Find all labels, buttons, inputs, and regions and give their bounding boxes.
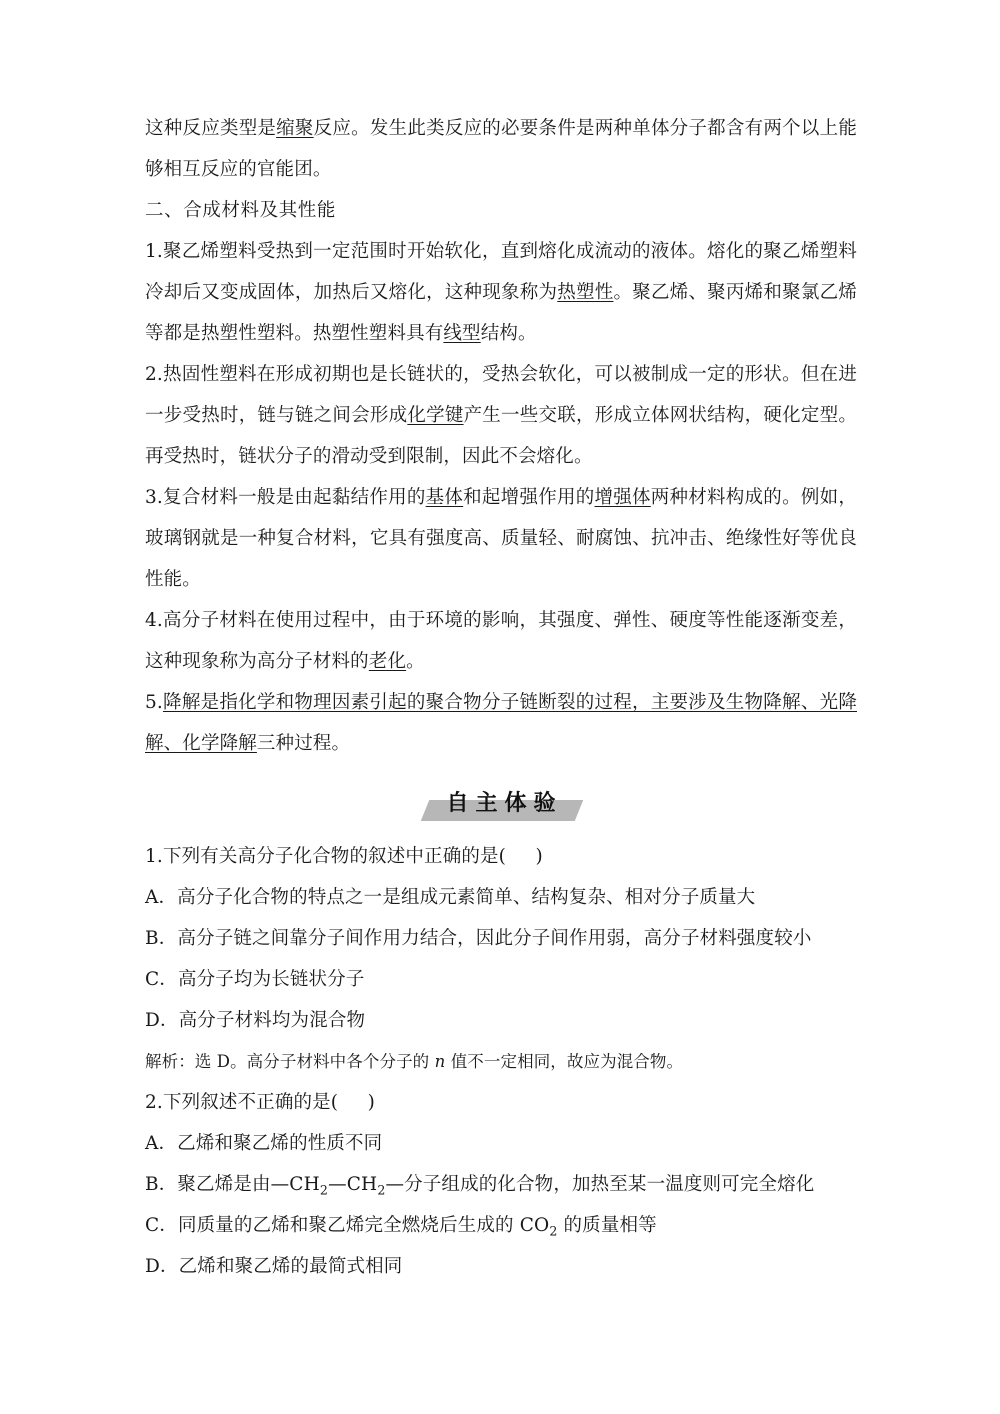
paragraph-text-run: 3.复合材料一般是由起黏结作用的 — [145, 487, 426, 508]
paragraph-text-run: 。 — [406, 651, 425, 672]
choice-label: A． — [145, 887, 178, 908]
choice-text: 高分子化合物的特点之一是组成元素简单、结构复杂、相对分子质量大 — [177, 887, 756, 908]
paragraph-text-run: 和起增强作用的 — [463, 487, 595, 508]
section-heading-synthetic-materials: 二、合成材料及其性能 — [145, 200, 337, 221]
paragraph-condensation — [145, 108, 857, 190]
answer-blank[interactable] — [338, 1082, 367, 1123]
choice-text: 聚乙烯是由$—CH_2—CH_2—$分子组成的化合物，加热至某一温度则可完全熔化 — [177, 1174, 815, 1198]
paragraph-text-run: 4.高分子材料在使用过程中，由于环境的影响，其强度、弹性、硬度等性能逐渐变差，这种现象称为高分子材料的 — [145, 610, 857, 672]
question-stem-text: 2.下列叙述不正确的是( — [145, 1092, 339, 1113]
banner-label: 自主体验 — [446, 791, 563, 816]
page-content — [145, 108, 857, 1287]
paragraph-text-run: 结构。 — [480, 323, 537, 344]
paragraph-text-run: 三种过程。 — [256, 733, 351, 754]
paragraph-text-run: 两种材料构成的。例如，玻璃钢就是一种复合材料，它具有强度高、质量轻、耐腐蚀、抗冲击、绝缘性好等优良性能。 — [145, 487, 857, 590]
choice-option[interactable] — [145, 1164, 857, 1205]
choice-label: A． — [145, 1133, 178, 1154]
choice-option[interactable] — [145, 1123, 857, 1164]
explanation-prefix: 解析：选 D。高分子材料中各个分子的 — [145, 1052, 435, 1071]
answer-blank[interactable] — [506, 836, 535, 877]
underlined-key-term: 老化 — [368, 651, 407, 672]
underlined-key-term: 线型 — [443, 323, 481, 344]
choice-text: 高分子链之间靠分子间作用力结合，因此分子间作用弱，高分子材料强度较小 — [177, 928, 812, 949]
paragraph-degradation — [145, 682, 857, 764]
choice-text: 乙烯和聚乙烯的性质不同 — [177, 1133, 383, 1154]
choice-label: D． — [145, 1256, 179, 1277]
choice-label: B． — [145, 928, 178, 949]
underlined-key-term: 热塑性 — [557, 282, 614, 303]
question-stem-text: 1.下列有关高分子化合物的叙述中正确的是( — [145, 846, 507, 867]
choice-option[interactable] — [145, 918, 857, 959]
underlined-key-term: 降解是指化学和物理因素引起的聚合物分子链断裂的过程，主要涉及生物降解、光降解、化学降解 — [145, 692, 857, 754]
paragraph-text-run: 1.聚乙烯塑料受热到一定范围时开始软化，直到熔化成流动的液体。熔化的聚乙烯塑料冷却后又变成固体，加热后又熔化，这种现象称为 — [145, 241, 857, 303]
explanation-suffix: 值不一定相同，故应为混合物。 — [445, 1052, 684, 1071]
underlined-key-term: 缩聚 — [276, 118, 314, 139]
paragraph-text-run: 反应。发生此类反应的必要条件是两种单体分子都含有两个以上能够相互反应的官能团。 — [145, 118, 857, 180]
underlined-key-term: 基体 — [425, 487, 464, 508]
choice-label: D． — [145, 1010, 179, 1031]
paragraph-text-run: 这种反应类型是 — [145, 118, 277, 139]
paragraph-composite — [145, 477, 857, 600]
choice-text: 高分子均为长链状分子 — [177, 969, 365, 990]
paragraph-text-run: 5. — [145, 692, 163, 713]
choice-option[interactable] — [145, 959, 857, 1000]
choice-option[interactable] — [145, 877, 857, 918]
paragraph-text-run: 2.热固性塑料在形成初期也是长链状的，受热会软化，可以被制成一定的形状。但在进一步受热时，链与链之间会形成 — [145, 364, 857, 426]
exercise-list — [145, 836, 857, 1287]
question-stem — [145, 836, 857, 877]
choice-text: 高分子材料均为混合物 — [178, 1010, 366, 1031]
choice-option[interactable] — [145, 1205, 857, 1246]
question-stem-close-paren: ) — [367, 1092, 375, 1113]
choice-label: B． — [145, 1174, 178, 1195]
section-banner — [145, 778, 857, 830]
underlined-key-term: 增强体 — [594, 487, 651, 508]
paragraph-thermoplastic — [145, 231, 857, 354]
explanation-variable: n — [434, 1052, 446, 1071]
paragraph-text-run: 。聚乙烯、聚丙烯和聚氯乙烯等都是热塑性塑料。热塑性塑料具有 — [145, 282, 858, 344]
choice-label: C． — [145, 969, 178, 990]
paragraph-thermoset — [145, 354, 857, 477]
choice-text: 同质量的乙烯和聚乙烯完全燃烧后生成的 $CO_2$ 的质量相等 — [177, 1215, 657, 1239]
underlined-key-term: 化学键 — [407, 405, 464, 426]
question-stem-close-paren: ) — [535, 846, 543, 867]
explanation-text — [145, 1041, 857, 1082]
choice-option[interactable] — [145, 1246, 857, 1287]
choice-label: C． — [145, 1215, 178, 1236]
paragraph-text-run: 产生一些交联，形成立体网状结构，硬化定型。再受热时，链状分子的滑动受到限制，因此不会熔化。 — [145, 405, 857, 467]
paragraph-aging — [145, 600, 857, 682]
question-stem — [145, 1082, 857, 1123]
choice-text: 乙烯和聚乙烯的最简式相同 — [178, 1256, 403, 1277]
choice-option[interactable] — [145, 1000, 857, 1041]
